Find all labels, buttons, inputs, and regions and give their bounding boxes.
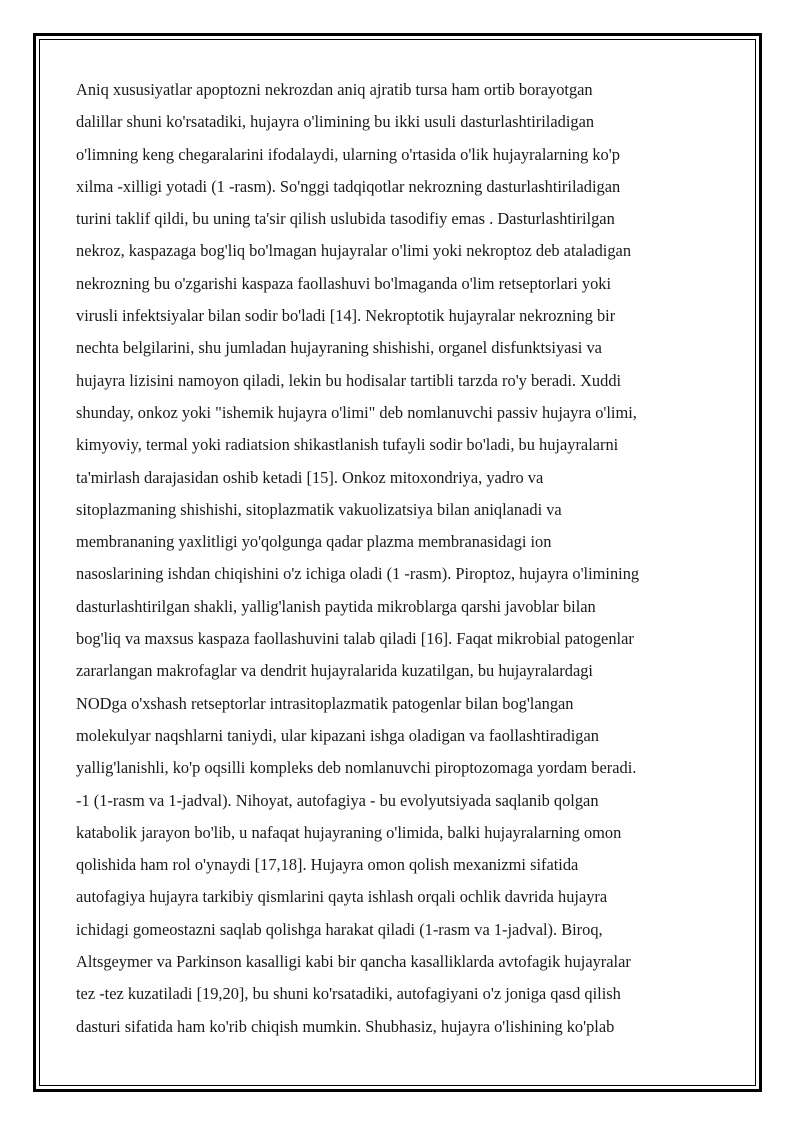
text-line: -1 (1-rasm va 1-jadval). Nihoyat, autofagiya - bu evolyutsiyada saqlanib qolgan — [76, 790, 599, 810]
body-text — [76, 74, 736, 1043]
text-line: ta'mirlash darajasidan oshib ketadi [15]. Onkoz mitoxondriya, yadro va — [76, 467, 544, 487]
text-line: Aniq xususiyatlar apoptozni nekrozdan aniq ajratib tursa ham ortib borayotgan — [76, 80, 593, 99]
text-line: dalillar shuni ko'rsatadiki, hujayra o'limining bu ikki usuli dasturlashtiriladigan — [76, 112, 595, 132]
text-line: molekulyar naqshlarni taniydi, ular kipazani ishga oladigan va faollashtiradigan — [76, 725, 599, 745]
text-line: Altsgeymer va Parkinson kasalligi kabi bir qancha kasalliklarda avtofagik hujayralar — [76, 952, 631, 972]
text-line: kimyoviy, termal yoki radiatsion shikastlanish tufayli sodir bo'ladi, bu hujayralarni — [76, 435, 619, 455]
text-line: o'limning keng chegaralarini ifodalaydi, ularning o'rtasida o'lik hujayralarning ko'p — [76, 144, 620, 164]
text-line: yallig'lanishli, ko'p oqsilli kompleks deb nomlanuvchi piroptozomaga yordam beradi. — [76, 758, 637, 778]
text-line: NODga o'xshash retseptorlar intrasitoplazmatik patogenlar bilan bog'langan — [76, 693, 574, 713]
text-line: xilma -xilligi yotadi (1 -rasm). So'nggi tadqiqotlar nekrozning dasturlashtiriladigan — [76, 176, 621, 196]
text-line: qolishida ham rol o'ynaydi [17,18]. Hujayra omon qolish mexanizmi sifatida — [76, 855, 579, 875]
text-line: nechta belgilarini, shu jumladan hujayraning shishishi, organel disfunktsiyasi va — [76, 338, 602, 358]
text-line: sitoplazmaning shishishi, sitoplazmatik vakuolizatsiya bilan aniqlanadi va — [76, 499, 562, 519]
text-line: turini taklif qildi, bu uning ta'sir qilish uslubida tasodifiy emas . Dasturlashtirilgan — [76, 209, 615, 229]
text-line: katabolik jarayon bo'lib, u nafaqat hujayraning o'limida, balki hujayralarning omon — [76, 822, 622, 842]
text-line: hujayra lizisini namoyon qiladi, lekin bu hodisalar tartibli tarzda ro'y beradi. Xuddi — [76, 370, 622, 390]
text-line: shunday, onkoz yoki "ishemik hujayra o'limi" deb nomlanuvchi passiv hujayra o'limi, — [76, 402, 637, 422]
text-line: nasoslarining ishdan chiqishini o'z ichiga oladi (1 -rasm). Piroptoz, hujayra o'limining — [76, 564, 640, 584]
text-line: autofagiya hujayra tarkibiy qismlarini qayta ishlash orqali ochlik davrida hujayra — [76, 887, 608, 907]
text-line: membrananing yaxlitligi yo'qolgunga qadar plazma membranasidagi ion — [76, 532, 552, 552]
text-line: bog'liq va maxsus kaspaza faollashuvini talab qiladi [16]. Faqat mikrobial patogenlar — [76, 629, 634, 649]
text-line: nekrozning bu o'zgarishi kaspaza faollashuvi bo'lmaganda o'lim retseptorlari yoki — [76, 273, 612, 293]
text-line: tez -tez kuzatiladi [19,20], bu shuni ko'rsatadiki, autofagiyani o'z joniga qasd qilish — [76, 984, 621, 1004]
text-line: nekroz, kaspazaga bog'liq bo'lmagan hujayralar o'limi yoki nekroptoz deb ataladigan — [76, 241, 632, 261]
text-line: ichidagi gomeostazni saqlab qolishga harakat qiladi (1-rasm va 1-jadval). Biroq, — [76, 919, 603, 939]
text-line: zararlangan makrofaglar va dendrit hujayralarida kuzatilgan, bu hujayralardagi — [76, 661, 593, 681]
text-line: dasturi sifatida ham ko'rib chiqish mumkin. Shubhasiz, hujayra o'lishining ko'plab — [76, 1016, 615, 1036]
text-line: virusli infektsiyalar bilan sodir bo'ladi [14]. Nekroptotik hujayralar nekrozning bir — [76, 306, 616, 326]
text-line: dasturlashtirilgan shakli, yallig'lanish paytida mikroblarga qarshi javoblar bilan — [76, 596, 596, 616]
